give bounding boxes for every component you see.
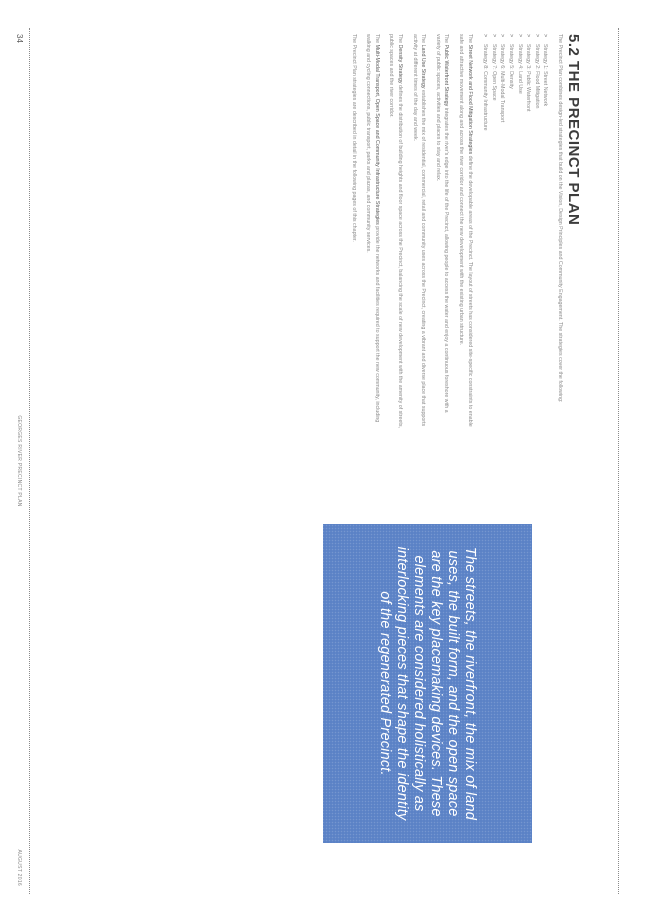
strategy-term: Multi-Modal Transport, Open Space and Community Infrastructure Strategies: [373, 44, 380, 225]
footer-document-title: GEORGES RIVER PRECINCT PLAN: [16, 415, 22, 507]
page-number: 34: [15, 34, 24, 43]
strategy-label: Strategy 3: Public Waterfront: [525, 44, 532, 112]
bottom-divider: [29, 28, 30, 894]
intro-paragraph: The Precinct Plan combines design-led strategies that build on the Vision, Design Principles and Community Engagement. The strategies cover the following:: [557, 34, 563, 403]
paragraph-text: provide the networks and facilities required to support the new community, including walking and cycling connections, public transport, parks and plazas, and community services.: [365, 34, 380, 423]
chevron-bullet-icon: >: [482, 34, 489, 38]
paragraph-text: The Precinct Plan strategies are described in detail in the following pages of this chapter.: [350, 34, 357, 242]
strategy-item: [506, 34, 515, 429]
section-title: 5.2 THE PRECINCT PLAN: [564, 34, 582, 226]
strategy-item: [541, 34, 550, 429]
strategy-label: Strategy 8: Community Infrastructure: [482, 44, 489, 131]
strategy-description-paragraph: [456, 34, 473, 429]
strategy-label: Strategy 6: Multi-Modal Transport: [499, 44, 506, 123]
chevron-bullet-icon: >: [508, 34, 515, 38]
body-text-column: [343, 34, 564, 429]
paragraph-text: integrates the river's edge into the life of the Precinct, allowing people to access the water and enjoy a continuous foreshore with a variety of public spaces, activities and places to stay and relax.: [434, 34, 450, 413]
strategy-label: Strategy 7: Open Space: [490, 44, 497, 101]
strategy-item: [524, 34, 533, 429]
paragraph-text: establishes the mix of residential, commercial, retail and community uses across the Precinct, creating a vibrant and diverse place that supports activity at different times of the day and week.: [411, 34, 427, 427]
strategy-term: Street Network and Flood Mitigation Strategies: [466, 44, 473, 155]
paragraph-text: defines the distribution of building heights and floor space across the Precinct, balancing the scale of new development with the amenity of streets, public spaces and the river corridor.: [388, 34, 404, 428]
strategy-term: Density Strategy: [397, 44, 404, 84]
paragraph-lead: The: [466, 34, 473, 45]
strategy-description-paragraph: [387, 34, 404, 429]
strategy-description-paragraph: [410, 34, 427, 429]
strategy-term: Land Use Strategy: [420, 44, 427, 89]
strategy-descriptions: [349, 34, 474, 429]
strategy-description-paragraph: [364, 34, 381, 429]
pull-quote-box: [323, 524, 532, 843]
strategy-description-paragraph: [433, 34, 450, 429]
chevron-bullet-icon: >: [499, 34, 506, 38]
chevron-bullet-icon: >: [525, 34, 532, 38]
chevron-bullet-icon: >: [490, 34, 497, 38]
strategy-term: Public Waterfront Strategy: [443, 44, 450, 107]
pull-quote-text: The streets, the riverfront, the mix of land uses, the built form, and the open space are the key placemaking devices. These elements are considered holistically as interlocking pieces that shape the identity of the regenerated Precinct.: [377, 546, 479, 821]
paragraph-lead: The: [373, 34, 380, 45]
strategy-item: [515, 34, 524, 429]
top-divider: [618, 28, 619, 894]
strategy-item: [481, 34, 490, 429]
paragraph-lead: The: [397, 34, 404, 45]
strategy-list: [481, 34, 550, 429]
strategy-label: Strategy 2: Flood Mitigation: [533, 44, 540, 109]
strategy-description-paragraph: [349, 34, 358, 429]
strategy-label: Strategy 4: Land Use: [516, 44, 523, 94]
strategy-label: Strategy 1: Street Network: [542, 44, 549, 107]
chevron-bullet-icon: >: [516, 34, 523, 38]
chevron-bullet-icon: >: [542, 34, 549, 38]
footer-date: AUGUST 2016: [16, 849, 22, 886]
strategy-item: [532, 34, 541, 429]
paragraph-text: define the developable areas of the Precinct. The layout of streets has considered site-specific constraints to enable safe and attractive movement along and across the river corridor and connect the new development with the existing urban structure.: [458, 34, 473, 427]
chevron-bullet-icon: >: [533, 34, 540, 38]
strategy-item: [498, 34, 507, 429]
strategy-item: [489, 34, 498, 429]
paragraph-lead: The: [420, 34, 427, 45]
paragraph-lead: The: [443, 34, 450, 45]
strategy-label: Strategy 5: Density: [508, 44, 515, 89]
